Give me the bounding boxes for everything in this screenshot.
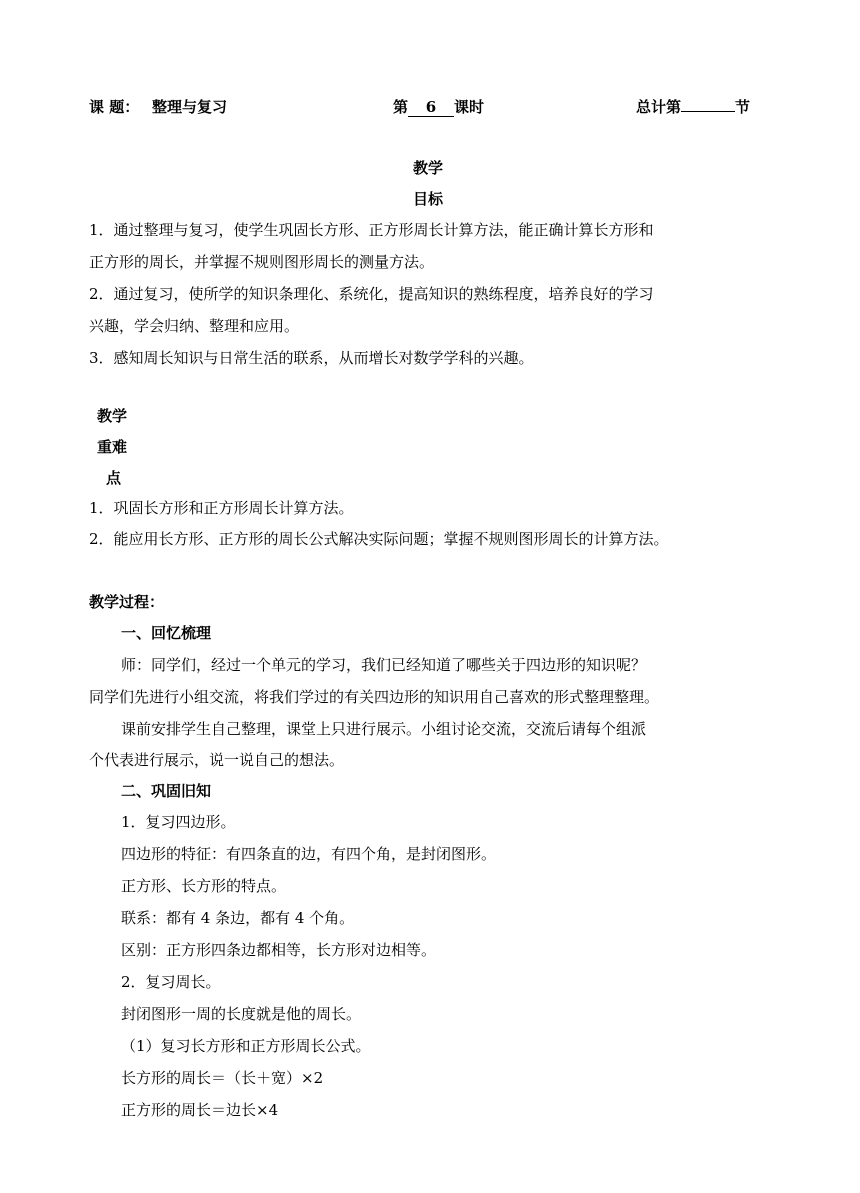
process-item: 1．复习四边形。 — [121, 813, 236, 831]
process-item: 正方形、长方形的特点。 — [121, 877, 287, 895]
process-item: 联系：都有 4 条边，都有 4 个角。 — [121, 909, 355, 927]
goals-line: 3．感知周长知识与日常生活的联系，从而增长对数学学科的兴趣。 — [89, 349, 534, 367]
lesson-number: 6 — [408, 99, 454, 117]
goals-heading-line2: 目标 — [413, 190, 444, 208]
lesson-prefix: 第 — [393, 98, 409, 116]
process-item: 正方形的周长＝边长×4 — [121, 1101, 279, 1119]
process-heading: 教学过程： — [89, 593, 165, 611]
keypoints-heading-line1: 教学 — [97, 407, 128, 425]
process-item: 四边形的特征：有四条直的边，有四个角，是封闭图形。 — [121, 845, 497, 863]
lesson-number-field — [393, 96, 484, 117]
goals-line: 1．通过整理与复习，使学生巩固长方形、正方形周长计算方法，能正确计算长方形和 — [89, 221, 654, 239]
paragraph-line: 个代表进行展示，说一说自己的想法。 — [89, 751, 345, 769]
process-item: 封闭图形一周的长度就是他的周长。 — [121, 1005, 362, 1023]
process-item: 区别：正方形四条边都相等，长方形对边相等。 — [121, 941, 437, 959]
keypoints-line: 2．能应用长方形、正方形的周长公式解决实际问题；掌握不规则图形周长的计算方法。 — [89, 530, 669, 548]
process-item: 长方形的周长＝（长＋宽）×2 — [121, 1069, 324, 1087]
paragraph-line: 师：同学们，经过一个单元的学习，我们已经知道了哪些关于四边形的知识呢？ — [121, 656, 647, 674]
paragraph-line: 课前安排学生自己整理，课堂上只进行展示。小组讨论交流，交流后请每个组派 — [121, 720, 647, 738]
total-count-field — [636, 96, 750, 117]
keypoints-heading-line3: 点 — [106, 469, 122, 487]
process-item: （1）复习长方形和正方形周长公式。 — [121, 1037, 371, 1055]
paragraph-line: 同学们先进行小组交流，将我们学过的有关四边形的知识用自己喜欢的形式整理整理。 — [89, 688, 660, 706]
goals-line: 兴趣，学会归纳、整理和应用。 — [89, 317, 300, 335]
goals-line: 2．通过复习，使所学的知识条理化、系统化，提高知识的熟练程度，培养良好的学习 — [89, 285, 654, 303]
total-value — [681, 111, 735, 112]
goals-line: 正方形的周长，并掌握不规则图形周长的测量方法。 — [89, 253, 435, 271]
section1-title: 一、回忆梳理 — [121, 624, 212, 642]
lesson-suffix: 课时 — [454, 98, 485, 116]
total-suffix: 节 — [735, 98, 751, 116]
topic-label: 课 题： — [89, 98, 140, 116]
keypoints-heading-line2: 重难 — [97, 438, 128, 456]
total-prefix: 总计第 — [636, 98, 682, 116]
keypoints-line: 1．巩固长方形和正方形周长计算方法。 — [89, 499, 354, 517]
topic-value: 整理与复习 — [152, 98, 228, 116]
process-item: 2．复习周长。 — [121, 973, 221, 991]
section2-title: 二、巩固旧知 — [121, 782, 212, 800]
goals-heading-line1: 教学 — [413, 159, 444, 177]
